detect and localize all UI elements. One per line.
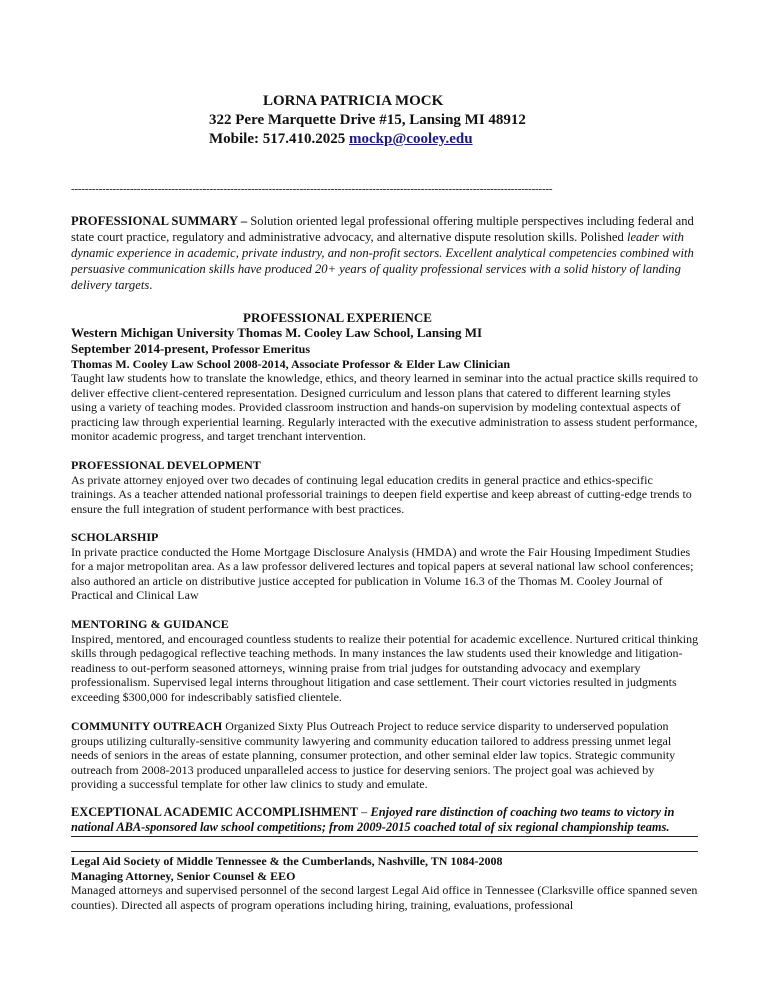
summary-end: . — [149, 278, 153, 292]
legal-aid-title: Managing Attorney, Senior Counsel & EEO — [71, 868, 296, 883]
email-link[interactable]: mockp@cooley.edu — [349, 131, 473, 147]
development-text: As private attorney enjoyed over two decades of continuing legal education credits in general practice and ethics-specific trainings. As a teacher attended national professorial trainings to deepen field expertise and keep abreast of cutting-edge trends to ensure the full integration of student performance with best practices. — [71, 472, 692, 516]
mentoring-heading: MENTORING & GUIDANCE — [71, 617, 229, 631]
applicant-name: LORNA PATRICIA MOCK — [263, 93, 444, 109]
experience-employer — [71, 325, 699, 357]
outreach-section — [71, 719, 699, 792]
experience-heading: PROFESSIONAL EXPERIENCE — [243, 310, 432, 325]
summary-text: Solution oriented legal professional offering multiple perspectives including federal and state court practice, regulatory and administrative advocacy, and alternative dispute resolution skills. Polished — [71, 214, 694, 244]
experience-description: Taught law students how to translate the knowledge, ethics, and theory learned in seminar into the actual practice skills required to deliver effective client-centered representation. Designed curriculum and lesson plans that catered to different learning styles using a variety of teaching modes. Provided classroom instruction and hands-on supervision by modeling contextual aspects of practicing law through experiential learning. Regularly interacted with the executive administration to assess student performance, monitor academic progress, and target trenchant intervention. — [71, 371, 698, 444]
accomplishment-heading: EXCEPTIONAL ACADEMIC ACCOMPLISHMENT — [71, 805, 359, 819]
mentoring-section — [71, 617, 699, 705]
title-text: Professor Emeritus — [208, 342, 310, 356]
section-divider: ------------------------------------------------------------------------------------------------------------------------------------------- — [71, 183, 553, 195]
mentoring-text: Inspired, mentored, and encouraged countless students to realize their potential for academic excellence. Nurtured critical thinking skills through pedagogical reflective teaching methods. In many instances the law students used their knowledge and litigation-readiness to out-perform seasoned attorneys, winning praise from trial judges for outstanding advocacy and exemplary professionalism. Supervised legal interns throughout litigation and case settlement. Their court victories resulted in judgments exceeding $300,000 for indescribably satisfied clientele. — [71, 631, 699, 704]
legal-aid-employer: Legal Aid Society of Middle Tennessee & the Cumberlands, Nashville, TN 1084-2008 — [71, 854, 503, 868]
accomplishment-dash: – — [358, 805, 371, 819]
dates-text: September 2014-present, — [71, 341, 209, 356]
scholarship-heading: SCHOLARSHIP — [71, 530, 159, 544]
mobile-number: Mobile: 517.410.2025 — [209, 131, 346, 147]
legal-aid-section — [71, 854, 699, 912]
summary-italic-text: leader with dynamic experience in academic, private industry, and non-profit sectors. Excellent analytical competencies combined with persuasive communication skills have produced 20+ years of quality professional services with a solid history of landing delivery targets — [71, 230, 694, 292]
professional-summary — [71, 213, 699, 293]
role-cooley: Thomas M. Cooley Law School 2008-2014, Associate Professor & Elder Law Clinician — [71, 357, 510, 371]
contact-line — [209, 130, 473, 149]
address-line: 322 Pere Marquette Drive #15, Lansing MI 48912 — [209, 112, 526, 128]
employer-wmu: Western Michigan University Thomas M. Cooley Law School, Lansing MI — [71, 325, 483, 340]
development-heading: PROFESSIONAL DEVELOPMENT — [71, 458, 261, 472]
horizontal-rule-top — [71, 836, 698, 837]
development-section — [71, 458, 699, 516]
outreach-text: Organized Sixty Plus Outreach Project to reduce service disparity to underserved population groups utilizing culturally-sensitive community lawyering and community education tailored to address pressing unmet legal needs of seniors in the areas of estate planning, consumer protection, and other seminal elder law topics. Strategic community outreach from 2008-2013 produced unparalleled access to justice for deserving seniors. The project goal was achieved by providing a successful template for other law clinics to study and emulate. — [71, 719, 676, 792]
summary-heading: PROFESSIONAL SUMMARY – — [71, 214, 248, 228]
employment-dates — [71, 341, 699, 357]
accomplishment-text: Enjoyed rare distinction of coaching two teams to victory in national ABA-sponsored law school competitions; from 2009-2015 coached total of six regional championship teams. — [71, 805, 675, 834]
legal-aid-text: Managed attorneys and supervised personnel of the second largest Legal Aid office in Tennessee (Clarksville office spanned seven counties). Directed all aspects of program operations including hiring, training, evaluations, professional — [71, 883, 698, 912]
accomplishment-section — [71, 805, 699, 835]
outreach-heading: COMMUNITY OUTREACH — [71, 719, 223, 733]
scholarship-section — [71, 530, 699, 603]
horizontal-rule-bottom — [71, 851, 698, 852]
scholarship-text: In private practice conducted the Home Mortgage Disclosure Analysis (HMDA) and wrote the Fair Housing Impediment Studies for a major metropolitan area. As a law professor delivered lectures and topical papers at several national law school conferences; also authored an article on distributive justice accepted for publication in Volume 16.3 of the Thomas M. Cooley Journal of Practical and Clinical Law — [71, 544, 694, 603]
